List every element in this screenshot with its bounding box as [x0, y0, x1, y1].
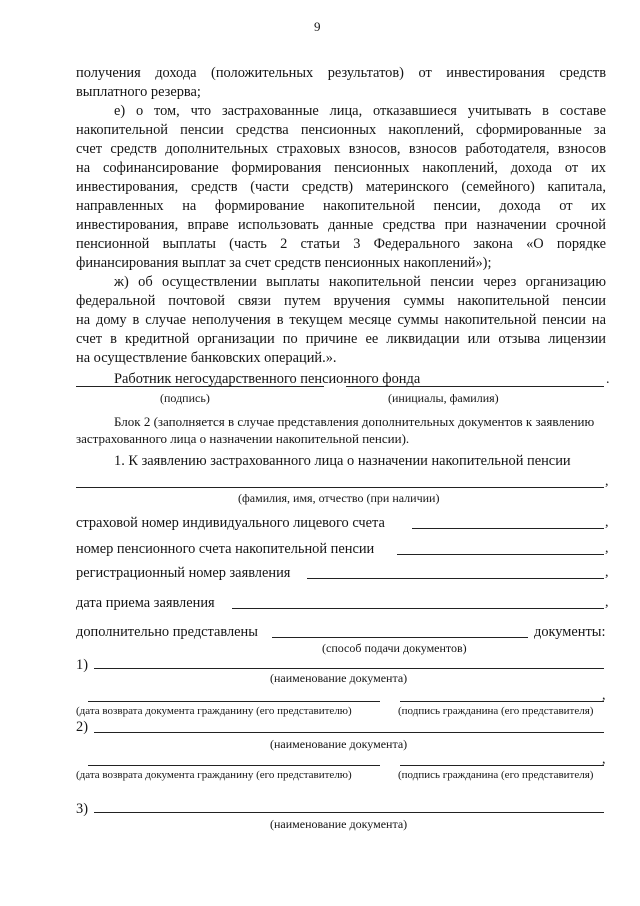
text-line: ж) об осуществлении выплаты накопительной пенсии через организацию — [114, 274, 606, 290]
method-caption: (способ подачи документов) — [322, 641, 467, 655]
citizen-sign-caption: (подпись гражданина (его представителя) — [398, 705, 594, 717]
item1-title: 1. К заявлению застрахованного лица о назначении накопительной пенсии — [114, 453, 571, 469]
doc-name-caption: (наименование документа) — [270, 737, 408, 751]
text-line: инвестирования, вправе использовать данные средства при назначении срочной — [76, 217, 606, 233]
text-line: выплатного резерва; — [76, 84, 201, 100]
text-line: накопительной пенсии средства пенсионных накоплений, сформированные за — [76, 122, 606, 138]
doc-name-caption: (наименование документа) — [270, 671, 408, 685]
doc-number: 2) — [76, 719, 88, 735]
comma-mark: , — [602, 752, 606, 767]
signature-caption: (подпись) — [160, 391, 210, 405]
comma-mark: , — [602, 688, 606, 703]
text-line: на дому в случае неполучения в текущем месяце суммы накопительной пенсии на — [76, 312, 606, 328]
citizen-sign-field[interactable] — [400, 765, 604, 766]
account-label: номер пенсионного счета накопительной пенсии — [76, 541, 375, 557]
doc-name-field[interactable] — [94, 668, 604, 669]
account-field[interactable] — [397, 554, 604, 555]
text-line: получения дохода (положительных результатов) от инвестирования средств — [76, 65, 606, 81]
comma-mark: , — [605, 541, 609, 556]
doc-number: 1) — [76, 657, 88, 673]
text-line: на софинансирование формирования пенсионных накоплений, дохода от их — [76, 160, 606, 176]
date-label: дата приема заявления — [76, 595, 215, 611]
fio-caption: (фамилия, имя, отчество (при наличии) — [238, 491, 440, 505]
text-line: финансирования выплат за счет средств пенсионных накоплений»); — [76, 255, 492, 271]
reg-label: регистрационный номер заявления — [76, 565, 291, 581]
snils-field[interactable] — [412, 528, 604, 529]
citizen-sign-caption: (подпись гражданина (его представителя) — [398, 769, 594, 781]
text-line: направленных на формирование накопительной пенсии, дохода от их — [76, 198, 606, 214]
return-date-caption: (дата возврата документа гражданину (его представителю) — [76, 769, 352, 781]
text-line: е) о том, что застрахованные лица, отказавшиеся учитывать в составе — [114, 103, 606, 119]
initials-caption: (инициалы, фамилия) — [388, 391, 499, 405]
text-line: пенсионной выплаты (часть 2 статьи 3 Федерального закона «О порядке — [76, 236, 606, 252]
doc-name-field[interactable] — [94, 812, 604, 813]
text-line: инвестирования, средств (части средств) материнского (семейного) капитала, — [76, 179, 606, 195]
doc-name-caption: (наименование документа) — [270, 817, 408, 831]
return-date-caption: (дата возврата документа гражданину (его представителю) — [76, 705, 352, 717]
return-date-field[interactable] — [88, 701, 380, 702]
comma-mark: , — [605, 595, 609, 610]
text-line: на осуществление банковских операций.». — [76, 350, 337, 366]
fio-field[interactable] — [76, 487, 604, 488]
text-line: федеральной почтовой связи путем вручения суммы накопительной пенсии — [76, 293, 606, 309]
submission-method-field[interactable] — [272, 637, 528, 638]
text-line: Работник негосударственного пенсионного фонда — [114, 371, 421, 387]
snils-label: страховой номер индивидуального лицевого счета — [76, 515, 385, 531]
return-date-field[interactable] — [88, 765, 380, 766]
signature-field[interactable] — [76, 386, 324, 387]
initials-field[interactable] — [346, 386, 604, 387]
comma-mark: , — [605, 515, 609, 530]
block2-header-cont: застрахованного лица о назначении накопительной пенсии). — [76, 431, 410, 446]
comma-mark: , — [605, 474, 609, 489]
extra-suffix: документы: — [534, 624, 606, 640]
citizen-sign-field[interactable] — [400, 701, 604, 702]
page-number: 9 — [314, 19, 321, 34]
block2-header: Блок 2 (заполняется в случае представления дополнительных документов к заявлению — [114, 414, 595, 429]
extra-label: дополнительно представлены — [76, 624, 258, 640]
doc-number: 3) — [76, 801, 88, 817]
date-field[interactable] — [232, 608, 604, 609]
comma-mark: , — [605, 565, 609, 580]
text-line: счет в кредитной организации по причине ее ликвидации или отзыва лицензии — [76, 331, 606, 347]
period-mark: . — [606, 372, 610, 387]
reg-number-field[interactable] — [307, 578, 604, 579]
text-line: счет средств дополнительных страховых взносов, взносов работодателя, взносов — [76, 141, 606, 157]
doc-name-field[interactable] — [94, 732, 604, 733]
